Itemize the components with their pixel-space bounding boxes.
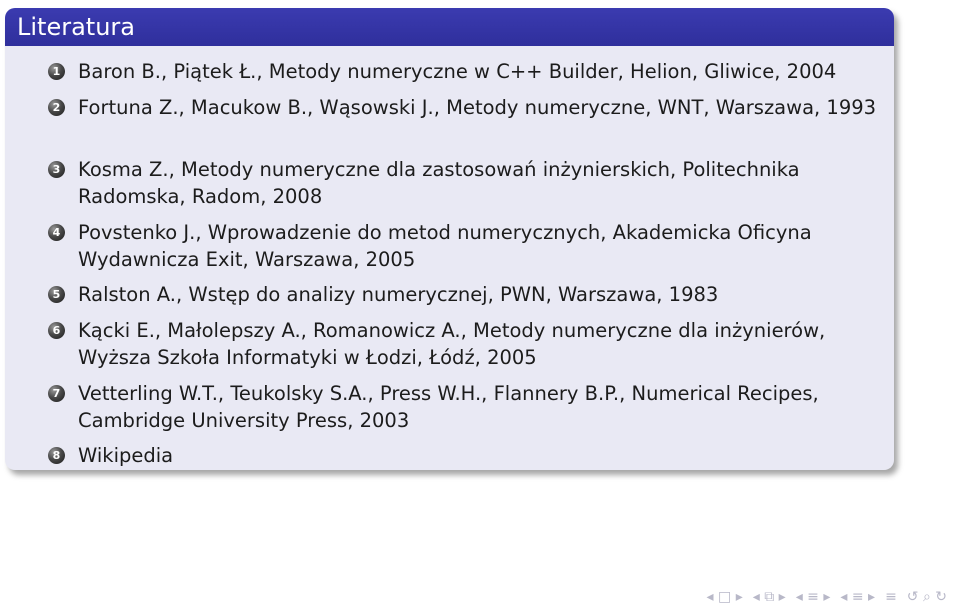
reference-item xyxy=(52,94,878,121)
reference-item xyxy=(52,380,878,434)
reference-text: Ralston A., Wstęp do analizy numerycznej, PWN, Warszawa, 1983 xyxy=(78,283,719,306)
enumeration-ball: 2 xyxy=(48,99,65,116)
reference-text: Vetterling W.T., Teukolsky S.A., Press W.H., Flannery B.P., Numerical Recipes, Cambridge University Press, 2003 xyxy=(78,382,819,432)
reference-item xyxy=(52,219,878,273)
nav-frame-icon[interactable]: ◂ ⧉ ▸ xyxy=(752,589,786,605)
reference-text: Povstenko J., Wprowadzenie do metod numerycznych, Akademicka Oficyna Wydawnicza Exit, Warszawa, 2005 xyxy=(78,221,812,271)
enumeration-ball: 7 xyxy=(48,385,65,402)
enumeration-ball: 1 xyxy=(48,63,65,80)
reference-item xyxy=(52,58,878,85)
reference-item xyxy=(52,442,878,469)
reference-text: Kosma Z., Metody numeryczne dla zastosowań inżynierskich, Politechnika Radomska, Radom, 2008 xyxy=(78,158,800,208)
block-title: Literatura xyxy=(5,8,894,46)
enumeration-ball: 4 xyxy=(48,224,65,241)
reference-text: Baron B., Piątek Ł., Metody numeryczne w C++ Builder, Helion, Gliwice, 2004 xyxy=(78,60,837,83)
nav-first-icon[interactable]: ◂ □ ▸ xyxy=(706,589,743,605)
reference-text: Wikipedia xyxy=(78,444,174,467)
enumeration-ball: 5 xyxy=(48,286,65,303)
beamer-navigation xyxy=(707,589,947,605)
enumeration-ball: 8 xyxy=(48,447,65,464)
nav-search-icon[interactable]: ↺ ⌕ ↻ xyxy=(906,589,947,605)
nav-subsection-icon[interactable]: ◂ ≡ ▸ xyxy=(795,589,831,605)
reference-item xyxy=(52,317,878,371)
enumeration-ball: 6 xyxy=(48,322,65,339)
nav-align-icon[interactable]: ≡ xyxy=(885,589,897,605)
reference-text: Kącki E., Małolepszy A., Romanowicz A., Metody numeryczne dla inżynierów, Wyższa Szkoła Informatyki w Łodzi, Łódź, 2005 xyxy=(78,319,826,369)
references-block xyxy=(5,8,894,470)
reference-text: Fortuna Z., Macukow B., Wąsowski J., Metody numeryczne, WNT, Warszawa, 1993 xyxy=(78,96,877,119)
reference-item xyxy=(52,156,878,210)
nav-section-icon[interactable]: ◂ ≡ ▸ xyxy=(840,589,876,605)
reference-item xyxy=(52,281,878,308)
enumeration-ball: 3 xyxy=(48,161,65,178)
